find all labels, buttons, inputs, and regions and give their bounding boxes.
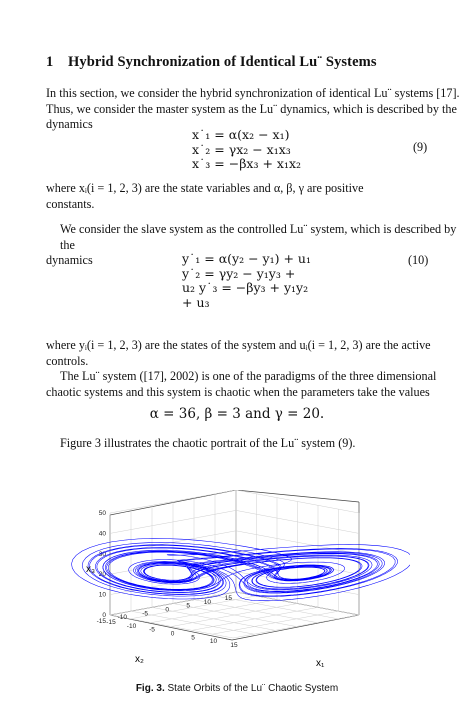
x2-tick-label: 10	[203, 598, 211, 606]
equation-line: + u₃	[182, 294, 210, 310]
equation-line: x˙₁ = α(x₂ − x₁)	[192, 127, 290, 142]
x1-axis-ticks	[106, 619, 238, 649]
z-tick-label: 10	[98, 591, 106, 599]
text-line: controls.	[46, 353, 89, 368]
equation-line: x˙₂ = γx₂ − x₁x₃	[192, 141, 291, 157]
equation-line: y˙₂ = γy₂ − y₁y₃ +	[182, 265, 296, 281]
text-line: In this section, we consider the hybrid synchronization of identical Lu¨ systems [17].	[46, 86, 460, 100]
x1-tick-label: -15	[106, 619, 116, 626]
section-title: Hybrid Synchronization of Identical Lu¨ Systems	[68, 54, 377, 70]
x1-tick-label: -10	[126, 622, 137, 630]
equation-line: y˙₁ = α(y₂ − y₁) + u₁	[182, 251, 311, 266]
paragraph-controls	[46, 338, 431, 369]
equation-line: x˙₃ = −βx₃ + x₁x₂	[192, 156, 302, 171]
text-line: Thus, we consider the master system as the Lu¨ dynamics, which is described by the	[46, 101, 457, 116]
x2-tick-label: 15	[224, 595, 232, 602]
text-line: The Lu¨ system ([17], 2002) is one of the paradigms of the three dimensional	[60, 369, 437, 383]
paragraph-state-variables	[46, 181, 364, 212]
equation-9	[192, 128, 301, 172]
x1-axis-label: x₁	[316, 658, 325, 669]
z-tick-label: 40	[98, 530, 106, 538]
z-tick-label: 0	[102, 612, 106, 619]
x1-tick-label: 5	[191, 634, 195, 642]
equation-line: u₂ y˙₃ = −βy₃ + y₁y₂	[182, 280, 309, 295]
caption-label: Fig. 3.	[135, 683, 165, 694]
x2-tick-label: -10	[117, 614, 127, 622]
paragraph-figure-ref: Figure 3 illustrates the chaotic portrait of the Lu¨ system (9).	[60, 436, 356, 450]
lu-attractor-plot	[70, 490, 410, 680]
x2-tick-label: -15	[96, 618, 106, 625]
x2-axis-label: x₂	[135, 654, 144, 665]
x1-tick-label: 0	[170, 630, 175, 638]
z-axis-label: x₃	[86, 564, 96, 575]
section-heading	[46, 54, 377, 71]
z-axis-ticks	[99, 510, 107, 619]
equation-10	[182, 252, 311, 310]
parameter-values: α = 36, β = 3 and γ = 20.	[149, 406, 325, 422]
x2-tick-label: 5	[186, 602, 190, 610]
x1-tick-label: 10	[209, 638, 218, 646]
text-line: chaotic systems and this system is chaotic when the parameters take the values	[46, 384, 430, 399]
z-tick-label: 20	[98, 571, 106, 579]
text-line: where xᵢ(i = 1, 2, 3) are the state variables and α, β, γ are positive	[46, 181, 364, 195]
z-tick-label: 50	[98, 510, 106, 517]
equation-number: (10)	[408, 253, 429, 267]
x1-tick-label: -5	[149, 626, 155, 634]
text-line: dynamics	[46, 253, 93, 267]
paragraph-lu-system	[46, 369, 436, 400]
section-number: 1	[46, 54, 54, 70]
caption-text: State Orbits of the Lu¨ Chaotic System	[164, 683, 339, 694]
z-tick-label: 30	[98, 550, 106, 558]
x2-tick-label: 0	[165, 606, 169, 614]
figure-caption	[0, 683, 474, 694]
text-line: where yᵢ(i = 1, 2, 3) are the states of the system and uᵢ(i = 1, 2, 3) are the active	[46, 338, 431, 352]
text-line: constants.	[46, 196, 95, 211]
x2-tick-label: -5	[142, 610, 148, 618]
text-line: dynamics	[46, 117, 93, 131]
x1-tick-label: 15	[230, 642, 238, 649]
x2-axis-ticks	[97, 595, 233, 625]
equation-number: (9)	[413, 140, 428, 154]
paragraph-intro	[46, 86, 460, 133]
text-line: We consider the slave system as the controlled Lu¨ system, which is described by the	[60, 222, 457, 252]
